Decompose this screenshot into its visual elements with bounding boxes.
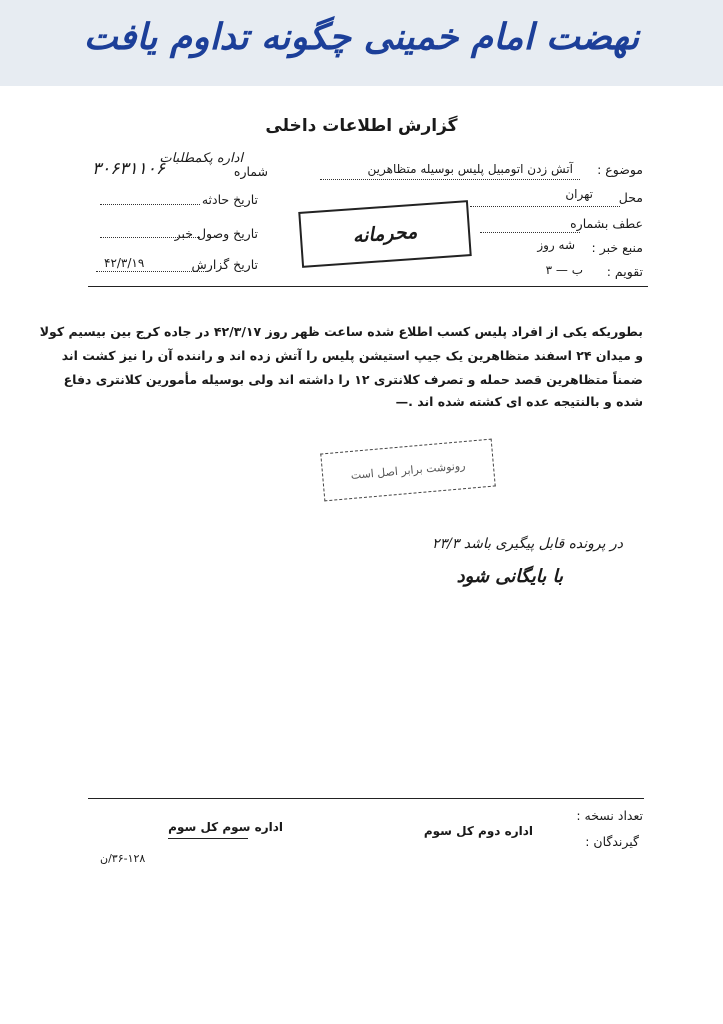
confidential-stamp-text: محرمانه (352, 220, 418, 248)
office-value: اداره پکمطلبات (159, 151, 243, 166)
handwritten-note-2: با بایگانی شود (456, 566, 563, 587)
recipient-b-underline (168, 838, 248, 839)
subject-label: موضوع : (597, 162, 643, 177)
body-line-4: شده و بالنتیجه عده ای کشته شده اند .— (395, 394, 643, 409)
incident-date-dots (100, 204, 200, 205)
body-line-3: ضمناً متظاهرین قصد حمله و تصرف کلانتری ۱۲ را داشته اند ولی بوسیله مأمورین کلانتری دفاع (63, 372, 643, 387)
report-date-value: ۴۲/۳/۱۹ (104, 256, 145, 270)
receipt-date-label: تاریخ وصول خبر (174, 226, 258, 241)
copy-stamp (320, 439, 496, 502)
source-label: منبع خبر : (591, 240, 643, 255)
place-dots (470, 206, 620, 207)
footer-rule (88, 798, 644, 799)
header-rule (88, 286, 648, 287)
report-heading: گزارش اطلاعات داخلی (265, 116, 458, 136)
confidential-stamp (298, 200, 471, 268)
place-value: تهران (565, 187, 593, 201)
report-date-label: تاریخ گزارش (191, 257, 258, 272)
ref-label: عطف بشماره (570, 216, 643, 231)
copy-stamp-text: رونوشت برابر اصل است (350, 458, 466, 482)
page-banner (0, 0, 723, 86)
recipient-a: اداره دوم کل سوم (423, 824, 533, 838)
receipt-date-dots (100, 237, 200, 238)
incident-date-label: تاریخ حادثه (201, 192, 258, 207)
document-code: ۳۶-۱۲۸/ن (100, 852, 146, 865)
ref-dots (480, 232, 580, 233)
number-label: شماره (233, 164, 268, 179)
calendar-label: تقویم : (606, 264, 643, 279)
source-value: شه روز (537, 238, 575, 252)
body-line-2: و میدان ۲۴ اسفند متظاهرین یک جیپ استیشن پلیس را آتش زده اند و راننده آن را نیز کشت اند (61, 348, 643, 363)
report-date-dots (96, 271, 206, 272)
body-line-1: بطوریکه یکی از افراد پلیس کسب اطلاع شده ساعت ظهر روز ۴۲/۳/۱۷ در جاده کرج بین بیسیم کولا (39, 324, 643, 339)
number-value: ۳۰۶۳۱۱۰۶ (92, 159, 166, 179)
banner-title: نهضت امام خمینی چگونه تداوم یافت (83, 16, 640, 58)
subject-dots (320, 179, 580, 180)
report-document (0, 86, 723, 1024)
copies-label: تعداد نسخه : (576, 808, 643, 823)
recipients-label: گیرندگان : (585, 834, 639, 849)
handwritten-note-1: در پرونده قابل پیگیری باشد ۲۳/۳ (432, 536, 623, 552)
place-label: محل (618, 190, 643, 205)
calendar-value: ب — ۳ (545, 263, 583, 277)
recipient-b: اداره سوم کل سوم (168, 820, 283, 834)
subject-value: آتش زدن اتومبیل پلیس بوسیله متظاهرین (367, 162, 573, 176)
